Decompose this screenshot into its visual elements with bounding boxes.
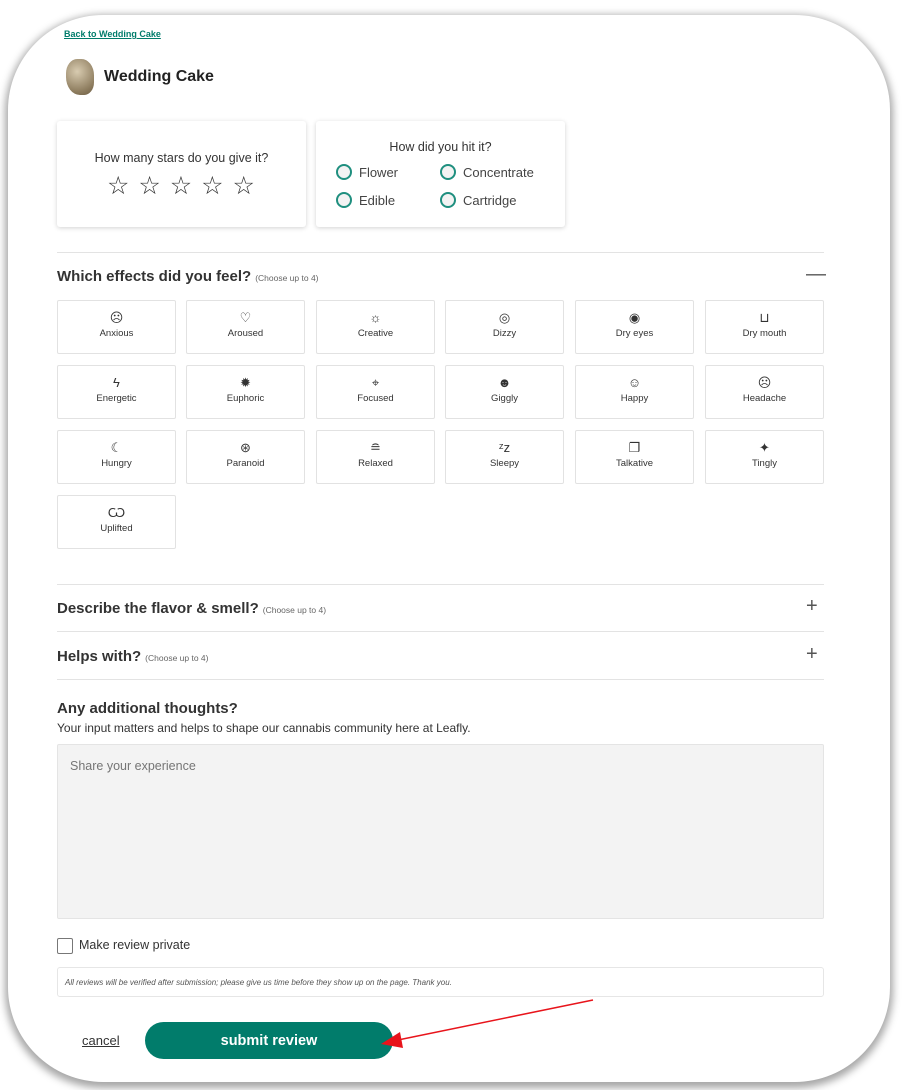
dry-eyes-icon: ◉ <box>628 310 641 325</box>
effect-label: Giggly <box>491 393 518 404</box>
effect-tile-hungry[interactable] <box>57 430 176 484</box>
expand-icon[interactable]: + <box>806 595 818 617</box>
star-icon-4[interactable]: ☆ <box>201 172 225 200</box>
flavor-title: Describe the flavor & smell? <box>57 600 259 617</box>
effect-label: Uplifted <box>100 523 133 534</box>
radio-label: Edible <box>359 192 396 208</box>
helps-title: Helps with? <box>57 648 142 665</box>
collapse-icon[interactable]: — <box>806 263 826 285</box>
back-link[interactable]: Back to Wedding Cake <box>64 29 161 39</box>
effect-label: Sleepy <box>489 458 520 469</box>
talkative-icon: ❐ <box>628 440 641 455</box>
effects-section-header[interactable] <box>57 268 319 285</box>
effect-tile-focused[interactable] <box>316 365 435 419</box>
creative-icon: ☼ <box>369 310 382 325</box>
thoughts-subtitle: Your input matters and helps to shape our cannabis community here at Leafly. <box>57 721 471 735</box>
consumption-method-question: How did you hit it? <box>389 140 492 154</box>
star-rating-box <box>57 121 306 227</box>
effect-label: Aroused <box>227 328 264 339</box>
strain-image <box>66 59 94 95</box>
effect-label: Paranoid <box>226 458 265 469</box>
star-icon-2[interactable]: ☆ <box>138 172 162 200</box>
radio-circle-icon[interactable] <box>440 164 456 180</box>
effect-label: Tingly <box>752 458 777 469</box>
flavor-hint: (Choose up to 4) <box>262 605 327 615</box>
radio-edible[interactable] <box>336 192 395 208</box>
effect-tile-anxious[interactable] <box>57 300 176 354</box>
effect-tile-paranoid[interactable] <box>186 430 305 484</box>
radio-circle-icon[interactable] <box>336 164 352 180</box>
effect-tile-euphoric[interactable] <box>186 365 305 419</box>
effects-hint: (Choose up to 4) <box>255 273 319 283</box>
tingly-icon: ✦ <box>759 440 770 455</box>
verification-notice: All reviews will be verified after submission; please give us time before they show up on the page. Thank you. <box>57 967 824 997</box>
effect-label: Creative <box>357 328 394 339</box>
effect-tile-sleepy[interactable] <box>445 430 564 484</box>
radio-circle-icon[interactable] <box>336 192 352 208</box>
effect-tile-aroused[interactable] <box>186 300 305 354</box>
effect-label: Focused <box>357 393 394 404</box>
effect-label: Dry eyes <box>615 328 654 339</box>
expand-icon[interactable]: + <box>806 643 818 665</box>
happy-icon: ☺ <box>627 375 642 390</box>
divider <box>57 631 824 632</box>
radio-label: Cartridge <box>463 192 517 208</box>
effect-tile-dry-eyes[interactable] <box>575 300 694 354</box>
effect-label: Talkative <box>616 458 653 469</box>
dizzy-icon: ◎ <box>498 310 511 325</box>
star-rating-question: How many stars do you give it? <box>94 151 269 165</box>
effect-tile-creative[interactable] <box>316 300 435 354</box>
cancel-link[interactable]: cancel <box>82 1033 120 1048</box>
effect-tile-happy[interactable] <box>575 365 694 419</box>
relaxed-icon: ≘ <box>370 440 381 455</box>
effect-label: Euphoric <box>226 393 265 404</box>
radio-circle-icon[interactable] <box>440 192 456 208</box>
star-rating <box>57 171 306 201</box>
effect-tile-dizzy[interactable] <box>445 300 564 354</box>
private-checkbox-label[interactable]: Make review private <box>79 938 191 952</box>
effect-tile-dry-mouth[interactable] <box>705 300 824 354</box>
radio-cartridge[interactable] <box>440 192 516 208</box>
effect-label: Dry mouth <box>742 328 787 339</box>
divider <box>57 252 824 253</box>
effect-label: Dizzy <box>492 328 517 339</box>
radio-flower[interactable] <box>336 164 398 180</box>
effect-tile-talkative[interactable] <box>575 430 694 484</box>
sleepy-icon: ᶻz <box>498 440 511 455</box>
headache-icon: ☹ <box>757 375 772 390</box>
radio-label: Flower <box>359 164 399 180</box>
dry-mouth-icon: ⊔ <box>759 310 770 325</box>
divider <box>57 679 824 680</box>
consumption-method-box <box>316 121 565 227</box>
effect-tile-relaxed[interactable] <box>316 430 435 484</box>
anxious-icon: ☹ <box>109 310 124 325</box>
effect-label: Relaxed <box>358 458 393 469</box>
divider <box>57 584 824 585</box>
star-icon-1[interactable]: ☆ <box>107 172 131 200</box>
effect-tile-uplifted[interactable] <box>57 495 176 549</box>
effect-label: Hungry <box>101 458 132 469</box>
energetic-icon: ϟ <box>113 375 120 390</box>
radio-label: Concentrate <box>463 164 534 180</box>
effect-tile-tingly[interactable] <box>705 430 824 484</box>
euphoric-icon: ✹ <box>240 375 251 390</box>
focused-icon: ⌖ <box>371 375 380 390</box>
helps-section-header[interactable] <box>57 648 209 665</box>
effect-tile-energetic[interactable] <box>57 365 176 419</box>
star-icon-5[interactable]: ☆ <box>232 172 256 200</box>
private-checkbox[interactable] <box>57 938 73 954</box>
helps-hint: (Choose up to 4) <box>145 653 209 663</box>
experience-textarea[interactable] <box>57 744 824 919</box>
hungry-icon: ☾ <box>110 440 123 455</box>
giggly-icon: ☻ <box>497 375 512 390</box>
paranoid-icon: ⊛ <box>240 440 251 455</box>
effects-title: Which effects did you feel? <box>57 268 252 285</box>
thoughts-title: Any additional thoughts? <box>57 700 238 717</box>
radio-concentrate[interactable] <box>440 164 534 180</box>
submit-review-button[interactable]: submit review <box>145 1022 393 1059</box>
uplifted-icon: Ѡ <box>107 505 126 520</box>
strain-title: Wedding Cake <box>104 68 214 85</box>
effect-label: Happy <box>620 393 649 404</box>
effect-tile-headache[interactable] <box>705 365 824 419</box>
effect-label: Anxious <box>99 328 134 339</box>
aroused-icon: ♡ <box>239 310 252 325</box>
star-icon-3[interactable]: ☆ <box>169 172 194 200</box>
effect-tile-giggly[interactable] <box>445 365 564 419</box>
effect-label: Energetic <box>96 393 137 404</box>
effect-label: Headache <box>742 393 787 404</box>
flavor-section-header[interactable] <box>57 600 326 617</box>
